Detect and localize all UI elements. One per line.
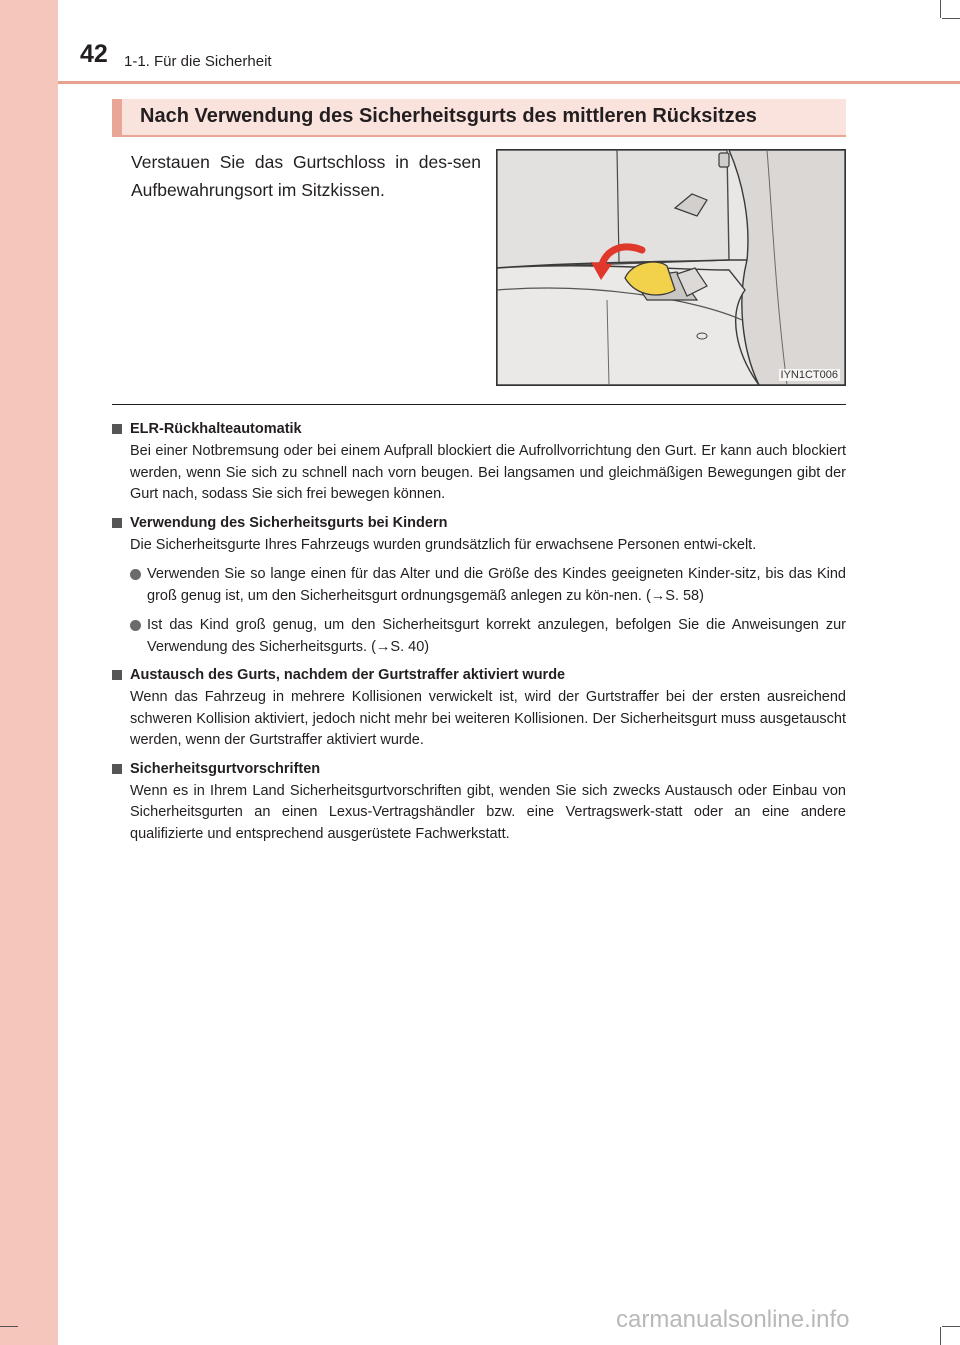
note-title-wrap	[112, 419, 846, 439]
crop-mark	[940, 1327, 941, 1345]
crop-mark	[0, 1326, 18, 1327]
note-title-wrap	[112, 513, 846, 533]
note-pretensioner	[112, 665, 846, 752]
seat-illustration	[496, 149, 846, 386]
seat-drawing	[497, 150, 845, 385]
note-body: Wenn das Fahrzeug in mehrere Kollisionen verwickelt ist, wird der Gurtstraffer bei der ersten ausreichend schweren Kollision aktiviert, jedoch nicht mehr bei weiteren Kollisionen. Der Sicherheitsgurt muss ausgetauscht werden, wenn der Gurtstraffer aktiviert wurde.	[130, 689, 846, 748]
section-divider	[112, 404, 846, 405]
note-title: Sicherheitsgurtvorschriften	[130, 760, 321, 777]
header-rule	[58, 81, 960, 84]
circle-bullet-icon	[130, 569, 141, 580]
bullet-text: Verwenden Sie so lange einen für das Alter und die Größe des Kindes geeigneten Kinder-sitz, bis das Kind groß genug ist, um den Sicherheitsgurt ordnungsgemäß anlegen zu kön-nen. (→S. 58)	[147, 566, 846, 604]
crop-mark	[942, 1326, 960, 1327]
note-title-wrap	[112, 665, 846, 685]
note-title: Verwendung des Sicherheitsgurts bei Kindern	[130, 514, 448, 531]
section-heading: Nach Verwendung des Sicherheitsgurts des mittleren Rücksitzes	[140, 105, 757, 127]
watermark: carmanualsonline.info	[616, 1306, 850, 1333]
bullet-item	[112, 564, 846, 607]
note-body: Bei einer Notbremsung oder bei einem Aufprall blockiert die Aufrollvorrichtung den Gurt. Er kann auch blockiert werden, wenn Sie sich zu schnell nach vorn beugen. Bei langsamen und gleichmäßigen Bewegungen gibt der Gurt nach, sodass Sie sich frei bewegen können.	[130, 443, 846, 502]
note-body: Wenn es in Ihrem Land Sicherheitsgurtvorschriften gibt, wenden Sie sich zwecks Austausch oder Einbau von Sicherheitsgurten an einen Lexus-Vertragshändler bzw. eine Vertragswerk-statt oder an eine andere qualifizierte und entsprechend ausgerüstete Fachwerkstatt.	[130, 782, 846, 842]
section-heading-box	[112, 99, 846, 137]
square-bullet-icon	[112, 424, 122, 434]
square-bullet-icon	[112, 764, 122, 774]
square-bullet-icon	[112, 518, 122, 528]
note-body: Die Sicherheitsgurte Ihres Fahrzeugs wurden grundsätzlich für erwachsene Personen entwi-ckelt.	[130, 536, 757, 553]
note-children	[112, 513, 846, 659]
crop-mark	[940, 0, 941, 18]
circle-bullet-icon	[130, 620, 141, 631]
note-title: ELR-Rückhalteautomatik	[130, 421, 302, 437]
bullet-item	[112, 615, 846, 658]
section-title: 1-1. Für die Sicherheit	[124, 53, 272, 70]
bullet-text: Ist das Kind groß genug, um den Sicherheitsgurt korrekt anzulegen, befolgen Sie die Anweisungen zur Verwendung des Sicherheitsgurts. (→S. 40)	[147, 617, 846, 655]
illustration-code: IYN1CT006	[780, 369, 838, 381]
notes-list	[112, 419, 846, 852]
crop-mark	[942, 18, 960, 19]
note-elr	[112, 419, 846, 506]
page-number: 42	[80, 40, 108, 68]
intro-paragraph: Verstauen Sie das Gurtschloss in des-sen Aufbewahrungsort im Sitzkissen.	[131, 152, 481, 200]
note-title: Austausch des Gurts, nachdem der Gurtstraffer aktiviert wurde	[130, 667, 566, 683]
note-regulations	[112, 759, 846, 846]
note-title-wrap	[112, 759, 846, 779]
side-color-band	[0, 0, 58, 1345]
square-bullet-icon	[112, 670, 122, 680]
